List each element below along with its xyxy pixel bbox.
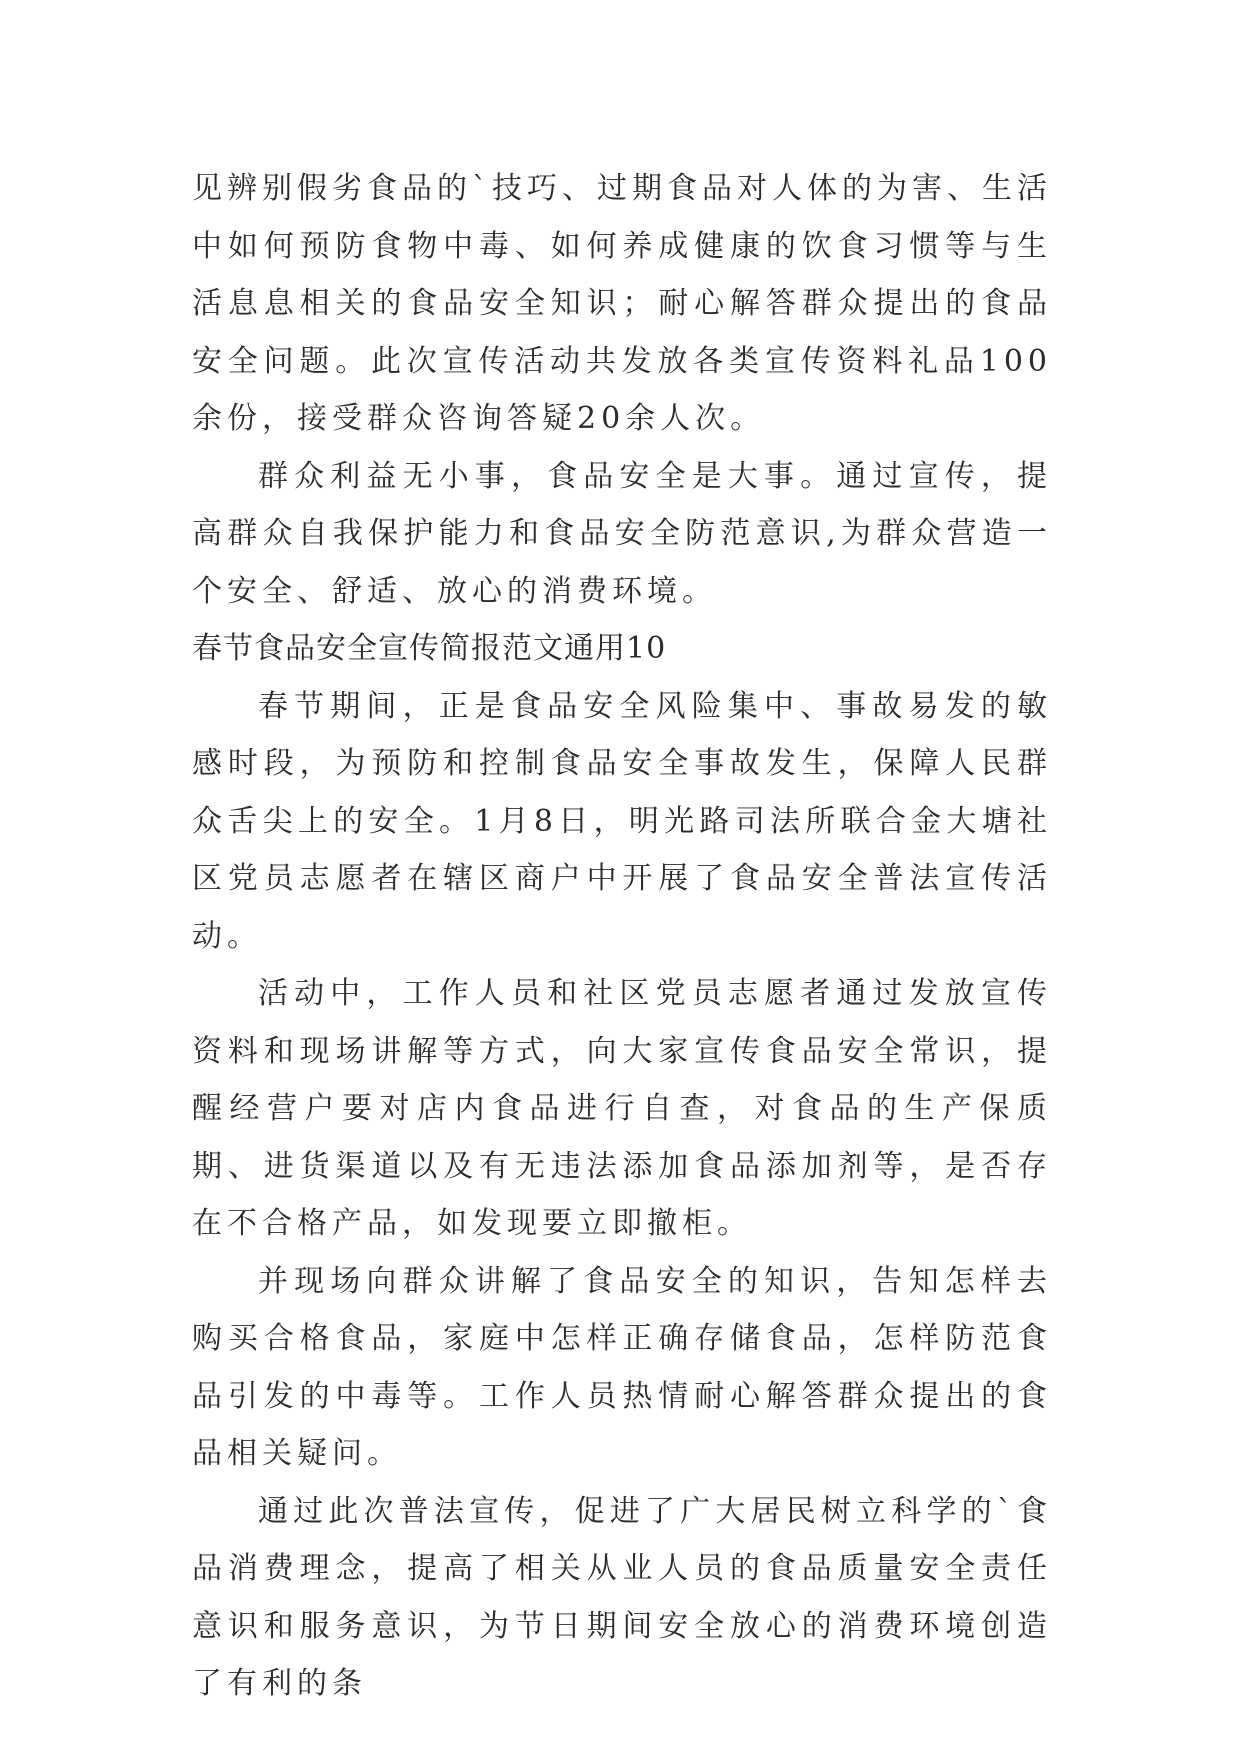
paragraph-continuation: 见辨别假劣食品的`技巧、过期食品对人体的为害、生活中如何预防食物中毒、如何养成健康的饮食习惯等与生活息息相关的食品安全知识；耐心解答群众提出的食品安全问题。此次宣传活动共发放各类宣传资料礼品100余份，接受群众咨询答疑20余人次。 bbox=[192, 171, 1052, 436]
paragraph-conclusion: 通过此次普法宣传，促进了广大居民树立科学的`食品消费理念，提高了相关从业人员的食品质量安全责任意识和服务意识，为节日期间安全放心的消费环境创造了有利的条 bbox=[192, 1493, 1052, 1701]
section-heading: 春节食品安全宣传简报范文通用10 bbox=[192, 631, 667, 666]
paragraph-on-site-explanation: 并现场向群众讲解了食品安全的知识，告知怎样去购买合格食品，家庭中怎样正确存储食品，怎样防范食品引发的中毒等。工作人员热情耐心解答群众提出的食品相关疑问。 bbox=[192, 1263, 1052, 1471]
paragraph-spring-festival-intro: 春节期间，正是食品安全风险集中、事故易发的敏感时段，为预防和控制食品安全事故发生，保障人民群众舌尖上的安全。1月8日，明光路司法所联合金大塘社区党员志愿者在辖区商户中开展了食品安全普法宣传活动。 bbox=[192, 688, 1052, 954]
paragraph-activity-details: 活动中，工作人员和社区党员志愿者通过发放宣传资料和现场讲解等方式，向大家宣传食品安全常识，提醒经营户要对店内食品进行自查，对食品的生产保质期、进货渠道以及有无违法添加食品添加剂等，是否存在不合格产品，如发现要立即撤柜。 bbox=[192, 976, 1052, 1241]
paragraph-food-safety-importance: 群众利益无小事，食品安全是大事。通过宣传，提高群众自我保护能力和食品安全防范意识,为群众营造一个安全、舒适、放心的消费环境。 bbox=[192, 458, 1052, 609]
document-body bbox=[192, 160, 1052, 1713]
